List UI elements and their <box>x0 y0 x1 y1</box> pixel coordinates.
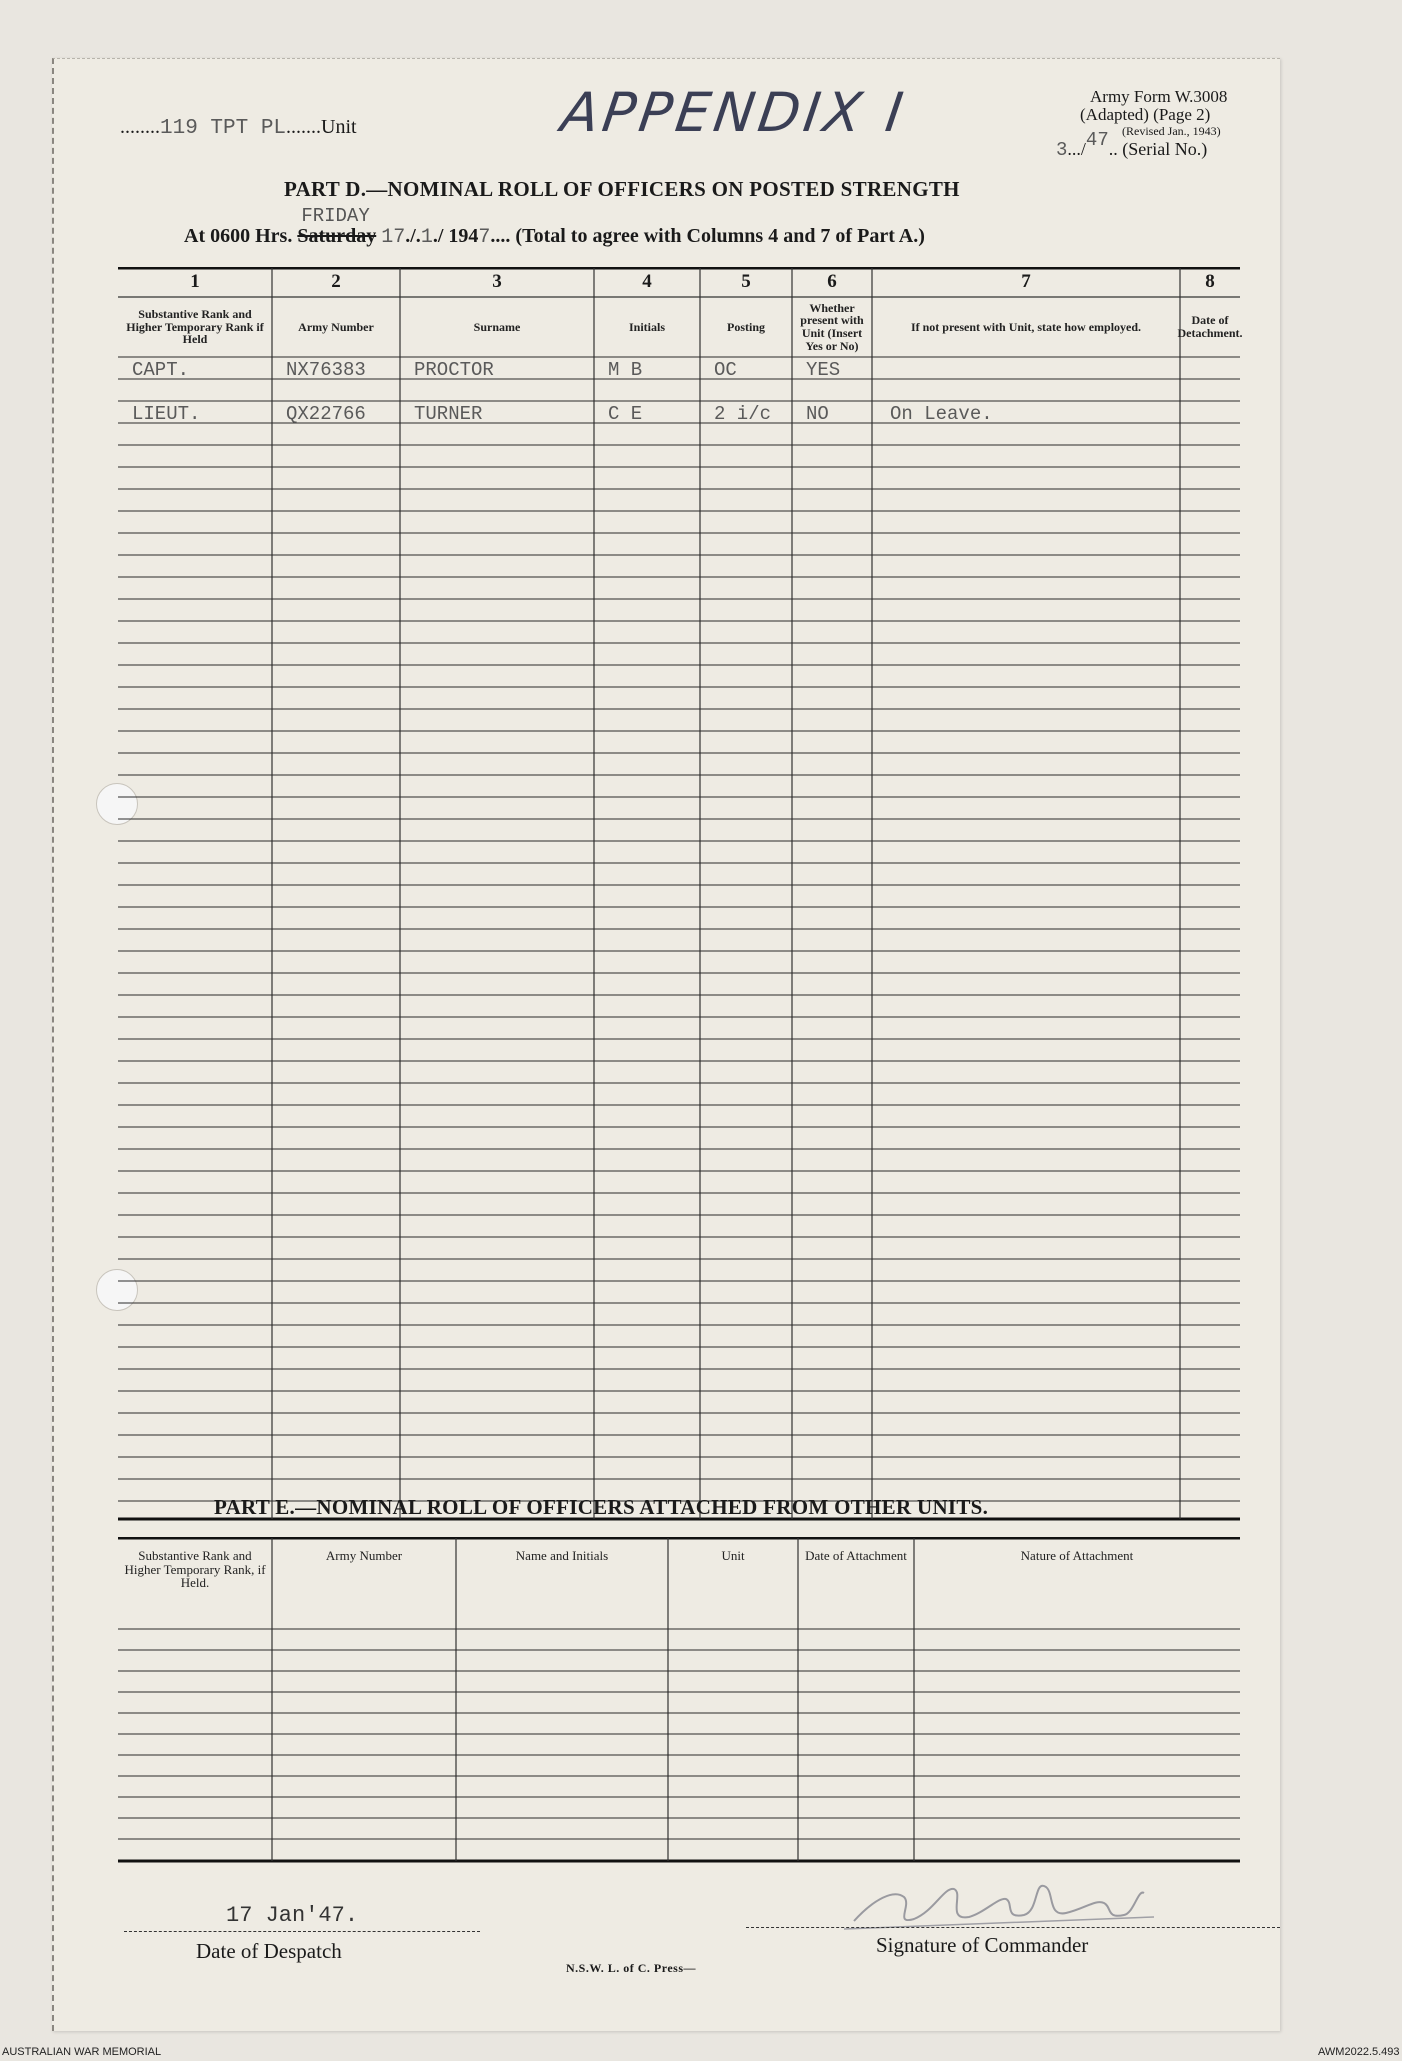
date-month: 1 <box>420 226 433 249</box>
form-revised: (Revised Jan., 1943) <box>1122 124 1221 138</box>
date-year-prefix: 194 <box>448 225 479 247</box>
column-header: Army Number <box>298 319 374 334</box>
row-posting: 2 i/c <box>714 403 772 425</box>
part-e-column-header: Date of Attachment <box>805 1548 907 1563</box>
unit-value: 119 TPT PL <box>160 117 287 140</box>
form-sheet <box>52 58 1280 2031</box>
row-employed: On Leave. <box>890 403 993 425</box>
row-surname: TURNER <box>414 403 483 425</box>
despatch-label: Date of Despatch <box>196 1939 342 1963</box>
serial-label: (Serial No.) <box>1122 139 1208 159</box>
column-header: Surname <box>473 319 521 334</box>
row-number: NX76383 <box>286 359 366 381</box>
day-printed: Saturday <box>297 225 377 247</box>
serial-line: 3.../47.. (Serial No.) <box>1056 129 1208 161</box>
column-header: Substantive Rank and Higher Temporary Rank if Held <box>126 307 264 347</box>
despatch-line <box>124 1931 480 1932</box>
row-initials: M B <box>608 359 643 381</box>
row-initials: C E <box>608 403 643 425</box>
part-d-table <box>118 267 1243 1547</box>
column-number: 2 <box>331 271 341 292</box>
row-rank: LIEUT. <box>132 403 201 425</box>
column-header: Posting <box>726 319 765 334</box>
part-e-column-header: Substantive Rank and Higher Temporary Rank, if Held. <box>124 1548 266 1591</box>
day-typed: FRIDAY <box>301 205 370 227</box>
date-year-suffix: 7 <box>478 226 491 249</box>
credit-right: AWM2022.5.493 <box>1318 2046 1400 2058</box>
column-number: 8 <box>1205 271 1215 292</box>
row-number: QX22766 <box>286 403 366 425</box>
serial-year: 47 <box>1085 129 1109 151</box>
form-number: Army Form W.3008 <box>1090 87 1228 106</box>
row-surname: PROCTOR <box>414 359 494 381</box>
unit-line: ........119 TPT PL.......Unit <box>120 116 357 140</box>
unit-label: Unit <box>321 116 357 138</box>
part-e-column-header: Army Number <box>325 1548 403 1563</box>
column-header: If not present with Unit, state how employed. <box>910 319 1142 334</box>
row-present: NO <box>806 403 829 425</box>
date-day: 17 <box>381 226 406 249</box>
column-header: Initials <box>628 319 665 334</box>
part-d-title: PART D.—NOMINAL ROLL OF OFFICERS ON POSTED STRENGTH <box>284 177 960 201</box>
form-adapted: (Adapted) (Page 2) <box>1080 105 1211 124</box>
part-d-date-line: At 0600 Hrs. Saturday FRIDAY 17./.1./ 1947.... (Total to agree with Columns 4 and 7 of Part A.) <box>184 205 925 249</box>
serial-number: 3 <box>1056 139 1068 161</box>
total-note: (Total to agree with Columns 4 and 7 of Part A.) <box>515 225 925 247</box>
column-header: Whether present with Unit (Insert Yes or No) <box>800 300 864 353</box>
row-rank: CAPT. <box>132 359 190 381</box>
signature-label: Signature of Commander <box>876 1933 1089 1957</box>
row-present: YES <box>806 359 841 381</box>
column-header: Date of Detachment. <box>1177 313 1243 340</box>
column-number: 3 <box>492 271 502 292</box>
row-posting: OC <box>714 359 737 381</box>
part-e-column-header: Nature of Attachment <box>1020 1548 1134 1563</box>
credit-left: AUSTRALIAN WAR MEMORIAL <box>2 2046 162 2058</box>
column-number: 7 <box>1021 271 1031 292</box>
column-number: 4 <box>642 271 652 292</box>
column-number: 1 <box>190 271 200 292</box>
despatch-value: 17 Jan'47. <box>226 1903 359 1928</box>
press-imprint: N.S.W. L. of C. Press— <box>566 1961 697 1975</box>
column-number: 5 <box>741 271 751 292</box>
appendix-handwritten: APPENDIX I <box>557 81 911 144</box>
signature-line <box>746 1927 1280 1928</box>
part-e-column-header: Name and Initials <box>515 1548 609 1563</box>
at-label: At 0600 Hrs. <box>184 225 293 247</box>
part-e-column-header: Unit <box>721 1548 745 1563</box>
column-number: 6 <box>827 271 837 292</box>
part-e-title: PART E.—NOMINAL ROLL OF OFFICERS ATTACHED FROM OTHER UNITS. <box>214 1495 989 1519</box>
